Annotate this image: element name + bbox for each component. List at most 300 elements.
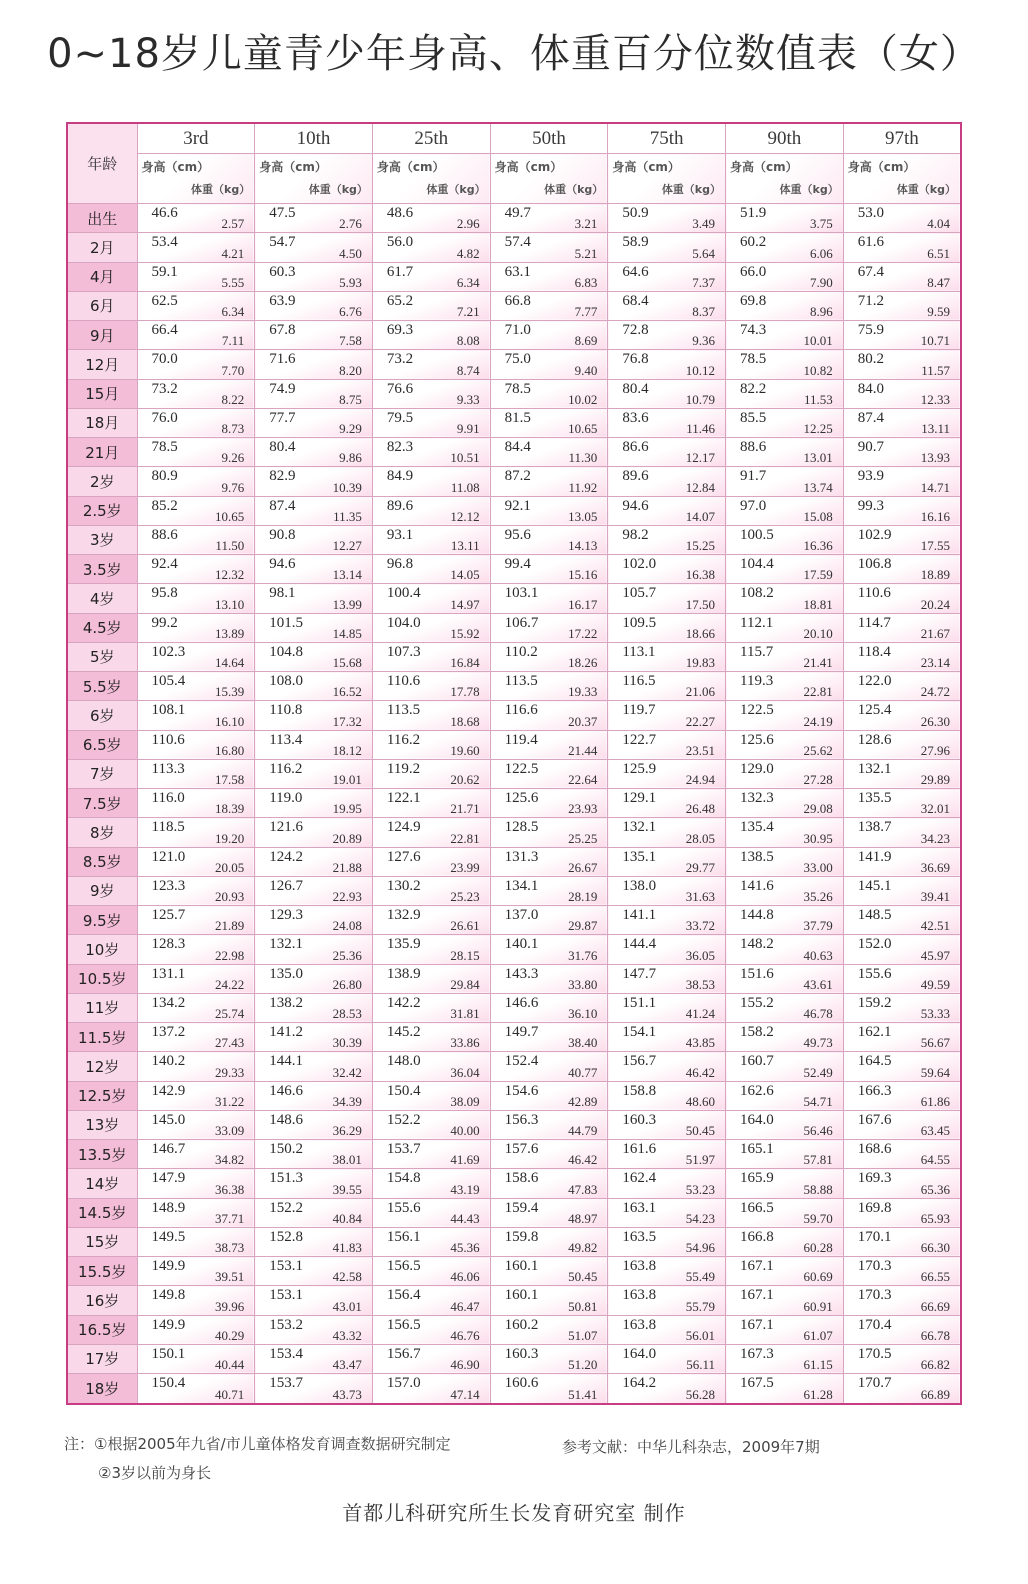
height-value: 98.1: [269, 585, 296, 602]
weight-value: 16.38: [685, 567, 716, 583]
weight-value: 6.76: [339, 304, 362, 319]
height-value: 94.6: [622, 497, 649, 514]
weight-value: 14.07: [685, 508, 716, 524]
weight-value: 40.84: [332, 1210, 362, 1226]
weight-value: 38.73: [214, 1240, 245, 1255]
value-cell: [843, 818, 961, 847]
height-value: 160.7: [740, 1053, 774, 1070]
weight-value: 43.01: [332, 1298, 362, 1314]
weight-value: 16.52: [332, 684, 362, 700]
weight-value: 8.75: [339, 391, 362, 407]
unit-header-cell: [490, 154, 608, 204]
weight-value: 60.28: [803, 1240, 833, 1255]
height-value: 156.7: [386, 1345, 421, 1362]
height-value: 67.8: [269, 322, 296, 338]
value-cell: [372, 1081, 490, 1110]
value-cell: [608, 496, 726, 525]
weight-value: 5.55: [221, 274, 245, 290]
weight-value: 35.26: [803, 889, 833, 904]
value-cell: [843, 1081, 961, 1110]
value-cell: [843, 876, 961, 905]
weight-value: 12.12: [450, 508, 480, 524]
value-cell: [843, 993, 961, 1022]
value-cell: [490, 496, 608, 525]
height-value: 119.7: [622, 702, 656, 719]
height-value: 167.1: [740, 1316, 774, 1333]
height-value: 46.6: [151, 205, 178, 221]
height-value: 82.3: [386, 439, 414, 455]
value-cell: [490, 759, 608, 788]
weight-value: 32.01: [920, 801, 950, 817]
height-value: 105.7: [622, 585, 657, 602]
height-value: 87.4: [269, 497, 296, 514]
weight-value: 37.71: [214, 1210, 245, 1226]
age-cell: 10岁: [67, 935, 137, 964]
value-cell: [372, 467, 490, 496]
weight-value: 46.06: [450, 1269, 480, 1285]
weight-value: 49.82: [568, 1240, 598, 1255]
weight-value: 20.62: [450, 772, 480, 787]
value-cell: [490, 321, 608, 350]
value-cell: [137, 1374, 255, 1405]
value-cell: [255, 759, 373, 788]
value-cell: [137, 379, 255, 408]
height-value: 106.8: [857, 556, 892, 572]
weight-value: 6.34: [456, 274, 480, 290]
weight-value: 59.64: [920, 1064, 950, 1080]
value-cell: [843, 584, 961, 613]
height-value: 163.8: [622, 1287, 657, 1304]
height-value: 74.3: [740, 322, 767, 338]
height-value: 64.6: [622, 263, 649, 280]
height-value: 167.3: [740, 1345, 774, 1362]
height-value: 61.7: [386, 263, 414, 280]
value-cell: [608, 993, 726, 1022]
value-cell: [608, 379, 726, 408]
height-value: 152.2: [386, 1111, 421, 1128]
height-value: 125.6: [740, 731, 774, 748]
weight-value: 56.11: [686, 1357, 716, 1372]
weight-value: 34.82: [214, 1152, 245, 1168]
weight-value: 22.64: [568, 772, 598, 787]
height-value: 137.0: [504, 907, 539, 923]
growth-percentile-table: [66, 122, 962, 1405]
height-value: 152.2: [269, 1199, 303, 1216]
table-row: [67, 291, 961, 320]
value-cell: [608, 642, 726, 671]
height-value: 149.8: [151, 1287, 186, 1304]
weight-value: 17.50: [685, 596, 716, 612]
value-cell: [843, 262, 961, 291]
height-unit-label: 身高（cm）: [141, 160, 210, 174]
height-value: 163.8: [622, 1258, 657, 1274]
height-value: 164.0: [740, 1111, 774, 1128]
weight-value: 24.19: [803, 713, 833, 729]
age-cell: 9.5岁: [67, 906, 137, 935]
value-cell: [608, 467, 726, 496]
height-value: 146.6: [504, 994, 539, 1011]
height-value: 167.6: [857, 1111, 892, 1128]
value-cell: [843, 1344, 961, 1373]
height-value: 105.4: [151, 673, 186, 689]
weight-value: 10.71: [920, 333, 950, 349]
weight-value: 8.47: [927, 274, 950, 290]
value-cell: [372, 555, 490, 584]
value-cell: [490, 906, 608, 935]
value-cell: [490, 1110, 608, 1139]
value-cell: [372, 730, 490, 759]
value-cell: [608, 1169, 726, 1198]
value-cell: [726, 642, 844, 671]
height-value: 66.8: [504, 292, 531, 309]
height-value: 148.2: [740, 936, 774, 953]
height-value: 77.7: [269, 409, 296, 426]
weight-value: 29.33: [214, 1064, 245, 1080]
value-cell: [255, 496, 373, 525]
value-cell: [255, 847, 373, 876]
value-cell: [255, 1374, 373, 1405]
value-cell: [843, 1374, 961, 1405]
weight-value: 16.80: [214, 742, 245, 758]
weight-value: 41.83: [332, 1240, 362, 1255]
weight-unit-label: 体重（kg）: [544, 183, 604, 196]
height-value: 152.4: [504, 1053, 539, 1070]
weight-value: 66.82: [920, 1357, 950, 1372]
weight-value: 13.74: [803, 479, 833, 495]
weight-value: 39.55: [332, 1181, 362, 1197]
value-cell: [490, 993, 608, 1022]
value-cell: [490, 350, 608, 379]
height-value: 122.1: [386, 790, 421, 806]
weight-value: 61.28: [803, 1387, 833, 1402]
height-value: 146.7: [151, 1141, 186, 1157]
percentile-header: 90th: [726, 123, 844, 154]
percentile-header: 75th: [608, 123, 726, 154]
height-value: 132.1: [622, 819, 657, 836]
weight-value: 42.51: [920, 918, 950, 934]
value-cell: [726, 1081, 844, 1110]
height-value: 118.4: [857, 643, 891, 660]
weight-value: 6.06: [809, 245, 833, 261]
height-value: 150.4: [151, 1375, 186, 1391]
weight-value: 40.29: [214, 1327, 245, 1343]
weight-value: 65.93: [920, 1210, 950, 1226]
age-cell: 2月: [67, 233, 137, 262]
value-cell: [372, 408, 490, 437]
weight-value: 18.66: [685, 625, 716, 641]
value-cell: [255, 1344, 373, 1373]
height-value: 110.6: [151, 731, 185, 748]
weight-value: 12.33: [920, 391, 950, 407]
weight-value: 5.21: [574, 245, 598, 261]
height-unit-label: 身高（cm）: [259, 160, 327, 174]
height-value: 125.6: [504, 790, 539, 806]
weight-value: 21.89: [214, 918, 245, 934]
height-value: 157.6: [504, 1141, 539, 1157]
height-value: 156.1: [386, 1228, 421, 1245]
height-value: 51.9: [740, 205, 767, 221]
weight-value: 9.33: [456, 391, 480, 407]
value-cell: [608, 555, 726, 584]
weight-value: 26.67: [568, 859, 598, 875]
height-value: 129.3: [269, 907, 303, 923]
unit-header-cell: [608, 154, 726, 204]
height-value: 135.0: [269, 965, 303, 982]
weight-value: 20.93: [214, 889, 245, 904]
weight-value: 8.20: [339, 362, 362, 378]
height-value: 101.5: [269, 614, 303, 631]
unit-header-row: [67, 154, 961, 204]
table-row: [67, 350, 961, 379]
value-cell: [137, 1023, 255, 1052]
value-cell: [490, 1052, 608, 1081]
weight-value: 2.57: [221, 216, 245, 232]
weight-value: 18.12: [332, 742, 362, 758]
height-value: 112.1: [740, 614, 774, 631]
weight-value: 6.51: [927, 245, 950, 261]
weight-value: 54.96: [685, 1240, 716, 1255]
percentile-header-row: [67, 123, 961, 154]
height-value: 170.7: [857, 1375, 892, 1391]
percentile-header: 50th: [490, 123, 608, 154]
height-value: 84.4: [504, 439, 531, 455]
weight-value: 14.13: [568, 538, 598, 553]
weight-value: 31.22: [214, 1093, 245, 1109]
value-cell: [843, 1023, 961, 1052]
height-value: 132.1: [269, 936, 303, 953]
value-cell: [843, 1286, 961, 1315]
weight-value: 36.05: [685, 947, 716, 963]
weight-value: 13.01: [803, 450, 833, 466]
value-cell: [608, 438, 726, 467]
height-value: 160.6: [504, 1375, 539, 1391]
value-cell: [726, 993, 844, 1022]
value-cell: [608, 964, 726, 993]
weight-value: 23.14: [920, 655, 950, 670]
age-cell: 18岁: [67, 1374, 137, 1405]
weight-value: 48.97: [568, 1210, 598, 1226]
weight-unit-label: 体重（kg）: [191, 183, 251, 196]
height-value: 158.6: [504, 1170, 539, 1187]
value-cell: [726, 818, 844, 847]
value-cell: [255, 584, 373, 613]
value-cell: [726, 291, 844, 320]
value-cell: [726, 789, 844, 818]
value-cell: [137, 350, 255, 379]
height-value: 160.3: [622, 1111, 657, 1128]
weight-value: 4.82: [456, 245, 480, 261]
height-value: 95.8: [151, 585, 178, 602]
height-value: 85.5: [740, 409, 767, 426]
value-cell: [608, 1227, 726, 1256]
value-cell: [608, 847, 726, 876]
weight-value: 17.58: [214, 772, 245, 787]
height-value: 124.9: [386, 819, 421, 836]
value-cell: [255, 876, 373, 905]
height-value: 82.2: [740, 380, 767, 397]
weight-value: 10.65: [214, 508, 245, 524]
value-cell: [608, 1081, 726, 1110]
height-value: 145.0: [151, 1111, 186, 1128]
age-cell: 5.5岁: [67, 672, 137, 701]
height-value: 160.1: [504, 1287, 539, 1304]
weight-value: 3.75: [809, 216, 833, 232]
value-cell: [137, 993, 255, 1022]
value-cell: [372, 1052, 490, 1081]
height-value: 87.2: [504, 468, 531, 485]
weight-value: 60.91: [803, 1298, 833, 1314]
value-cell: [726, 204, 844, 233]
height-value: 76.8: [622, 351, 649, 368]
value-cell: [137, 1052, 255, 1081]
height-value: 125.7: [151, 907, 186, 923]
height-value: 104.4: [740, 556, 774, 572]
height-value: 155.2: [740, 994, 774, 1011]
weight-value: 66.89: [920, 1387, 950, 1402]
weight-value: 66.78: [920, 1327, 950, 1343]
height-value: 66.0: [740, 263, 767, 280]
table-row: [67, 379, 961, 408]
weight-value: 14.85: [332, 625, 362, 641]
weight-value: 18.39: [214, 801, 245, 817]
height-value: 165.1: [740, 1141, 774, 1157]
age-cell: 14岁: [67, 1169, 137, 1198]
value-cell: [726, 1169, 844, 1198]
value-cell: [608, 935, 726, 964]
weight-value: 9.86: [339, 450, 362, 466]
height-value: 116.2: [269, 760, 303, 777]
table-row: [67, 1257, 961, 1286]
value-cell: [372, 1227, 490, 1256]
height-value: 53.4: [151, 234, 178, 251]
weight-value: 53.23: [685, 1181, 716, 1197]
weight-value: 19.60: [450, 742, 480, 758]
value-cell: [608, 321, 726, 350]
height-value: 56.0: [386, 234, 414, 251]
weight-value: 15.25: [685, 538, 716, 553]
weight-value: 21.67: [920, 625, 950, 641]
age-cell: 12.5岁: [67, 1081, 137, 1110]
note-2: ②3岁以前为身长: [98, 1464, 211, 1482]
weight-value: 36.04: [450, 1064, 480, 1080]
age-cell: 出生: [67, 204, 137, 233]
height-value: 49.7: [504, 205, 531, 221]
weight-value: 3.49: [692, 216, 716, 232]
weight-value: 17.32: [332, 713, 362, 729]
weight-value: 48.60: [685, 1093, 716, 1109]
value-cell: [843, 672, 961, 701]
value-cell: [255, 525, 373, 554]
value-cell: [608, 818, 726, 847]
percentile-header: 97th: [843, 123, 961, 154]
value-cell: [726, 379, 844, 408]
height-value: 126.7: [269, 877, 303, 894]
value-cell: [372, 906, 490, 935]
weight-value: 43.73: [332, 1387, 362, 1402]
weight-value: 13.11: [921, 421, 950, 436]
weight-value: 14.97: [450, 596, 480, 612]
height-value: 89.6: [386, 497, 414, 514]
value-cell: [843, 789, 961, 818]
value-cell: [137, 906, 255, 935]
table-row: [67, 233, 961, 262]
height-value: 153.1: [269, 1287, 303, 1304]
value-cell: [490, 1257, 608, 1286]
height-value: 170.3: [857, 1287, 892, 1304]
height-value: 170.1: [857, 1228, 892, 1245]
height-value: 156.7: [622, 1053, 657, 1070]
weight-value: 19.95: [332, 801, 362, 817]
height-value: 121.6: [269, 819, 303, 836]
height-value: 87.4: [857, 409, 884, 426]
weight-value: 11.30: [568, 450, 598, 466]
height-value: 167.5: [740, 1375, 774, 1391]
weight-value: 17.22: [568, 625, 598, 641]
table-row: [67, 1286, 961, 1315]
value-cell: [608, 789, 726, 818]
weight-value: 9.26: [221, 450, 245, 466]
value-cell: [372, 1110, 490, 1139]
table-row: [67, 906, 961, 935]
table-row: [67, 847, 961, 876]
value-cell: [255, 233, 373, 262]
weight-value: 7.77: [574, 304, 598, 319]
height-value: 80.4: [269, 439, 296, 455]
weight-value: 22.98: [214, 947, 245, 963]
height-value: 102.0: [622, 556, 657, 572]
weight-value: 39.96: [214, 1298, 245, 1314]
height-value: 140.2: [151, 1053, 186, 1070]
weight-value: 4.04: [927, 216, 950, 232]
table-row: [67, 1169, 961, 1198]
weight-value: 56.67: [920, 1035, 950, 1051]
height-value: 168.6: [857, 1141, 892, 1157]
height-value: 138.0: [622, 877, 657, 894]
weight-value: 10.51: [450, 450, 480, 466]
height-value: 148.6: [269, 1111, 303, 1128]
height-value: 135.9: [386, 936, 421, 953]
weight-value: 14.05: [450, 567, 480, 583]
height-value: 147.7: [622, 965, 657, 982]
weight-value: 11.92: [568, 479, 598, 495]
value-cell: [255, 789, 373, 818]
table-row: [67, 993, 961, 1022]
weight-value: 55.79: [685, 1298, 716, 1314]
weight-value: 64.55: [920, 1152, 950, 1168]
weight-value: 9.36: [692, 333, 716, 349]
weight-value: 13.10: [214, 596, 245, 612]
height-value: 69.8: [740, 292, 767, 309]
value-cell: [608, 672, 726, 701]
height-value: 164.5: [857, 1053, 892, 1070]
value-cell: [726, 906, 844, 935]
weight-value: 10.12: [685, 362, 716, 378]
weight-value: 21.88: [332, 859, 362, 875]
weight-value: 40.77: [568, 1064, 598, 1080]
weight-value: 66.55: [920, 1269, 950, 1285]
height-value: 97.0: [740, 497, 767, 514]
height-value: 170.3: [857, 1258, 892, 1274]
value-cell: [608, 1257, 726, 1286]
weight-value: 10.65: [568, 421, 598, 436]
height-value: 84.0: [857, 380, 884, 397]
weight-value: 20.24: [920, 596, 950, 612]
age-cell: 14.5岁: [67, 1198, 137, 1227]
value-cell: [726, 1286, 844, 1315]
height-value: 158.8: [622, 1082, 657, 1099]
value-cell: [255, 408, 373, 437]
value-cell: [137, 525, 255, 554]
